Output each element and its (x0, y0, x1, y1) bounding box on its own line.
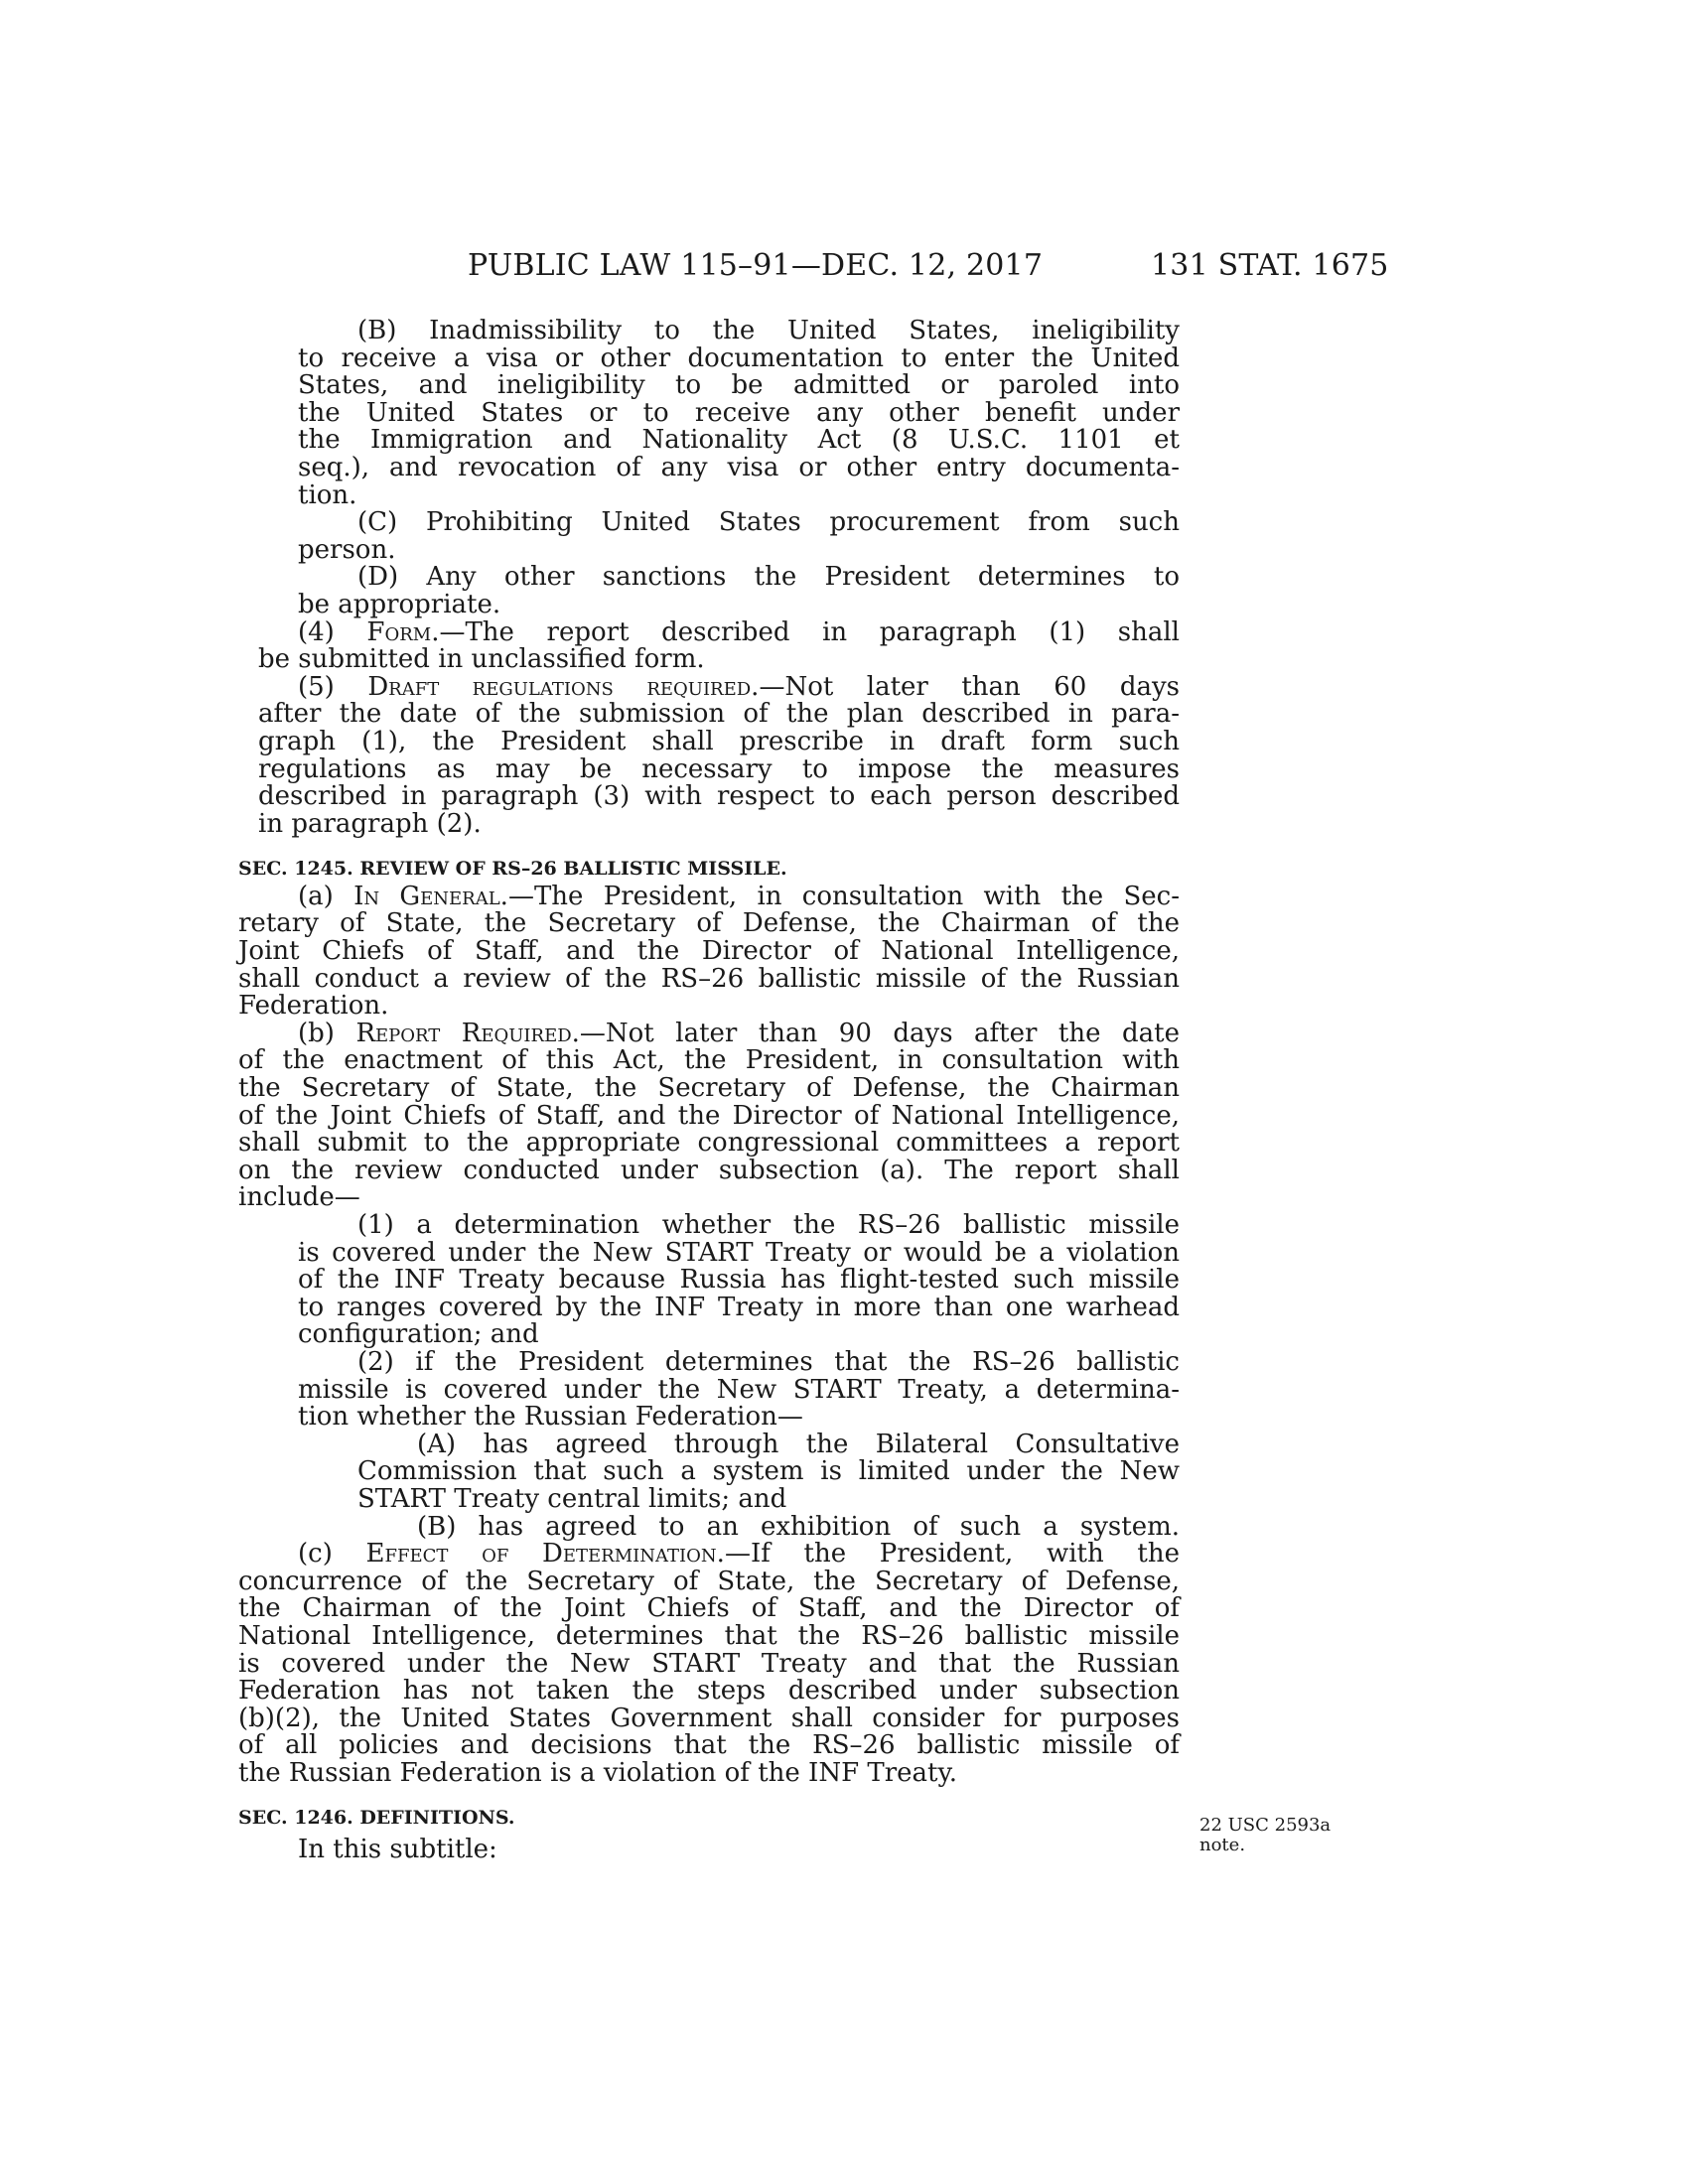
text-line: on the review conducted under subsection (a). The report shall (238, 1155, 1180, 1185)
text-line: (B) Inadmissibility to the United States, ineligibility (357, 316, 1180, 345)
text-line: configuration; and (298, 1319, 539, 1350)
text-line: Federation. (238, 991, 389, 1022)
sec-1246-intro: In this subtitle: (298, 1835, 497, 1865)
text-line: (5) Draft regulations required.—Not later than 60 days (298, 671, 1180, 702)
text-line: to receive a visa or other documentation to enter the United (298, 342, 1180, 373)
section-heading-1245: SEC. 1245. REVIEW OF RS–26 BALLISTIC MISSILE. (238, 858, 787, 881)
text-line: (b)(2), the United States Government shall consider for purposes (238, 1703, 1180, 1733)
para-5-draft-regulations (258, 671, 1180, 839)
text-line: of the INF Treaty because Russia has flight-tested such missile (298, 1265, 1180, 1296)
text-line: described in paragraph (3) with respect to each person described (258, 781, 1180, 812)
text-line: person. (298, 534, 396, 565)
sec-1245-c (238, 1541, 1180, 1787)
text-line: in paragraph (2). (258, 808, 482, 839)
text-line: retary of State, the Secretary of Defense, the Chairman of the (238, 908, 1180, 939)
text-line: Joint Chiefs of Staff, and the Director of National Intelligence, (238, 936, 1180, 967)
text-line: (B) has agreed to an exhibition of such a system. (417, 1511, 1180, 1542)
text-line: tion. (298, 479, 357, 510)
text-line: of the enactment of this Act, the President, in consultation with (238, 1045, 1180, 1076)
para-heading: Draft regulations required. (367, 671, 760, 702)
text-line: the Russian Federation is a violation of the INF Treaty. (238, 1757, 957, 1788)
text-line: is covered under the New START Treaty or would be a violation (298, 1237, 1180, 1268)
page-header-title: PUBLIC LAW 115–91—DEC. 12, 2017 (468, 248, 1044, 283)
margin-note-line: 22 USC 2593a (1199, 1815, 1332, 1836)
text-line: after the date of the submission of the plan described in para- (258, 699, 1180, 730)
text-line: be appropriate. (298, 589, 501, 619)
text-line: missile is covered under the New START Treaty, a determina- (298, 1374, 1180, 1405)
text-line: be submitted in unclassified form. (258, 644, 705, 675)
sec-1245-b (238, 1018, 1180, 1542)
text-line: graph (1), the President shall prescribe in draft form such (258, 726, 1180, 756)
sec-1245-b-item-2 (238, 1346, 1180, 1433)
text-line: (b) Report Required.—Not later than 90 days after the date (298, 1018, 1180, 1048)
text-line: (C) Prohibiting United States procurement from such (357, 507, 1180, 538)
para-d (298, 564, 1180, 618)
text-line: (D) Any other sanctions the President determines to (357, 562, 1180, 593)
text-line: States, and ineligibility to be admitted or paroled into (298, 370, 1180, 401)
text-line: concurrence of the Secretary of State, the Secretary of Defense, (238, 1566, 1180, 1596)
para-heading: Effect of Determination. (365, 1539, 725, 1570)
margin-note-usc (1199, 1816, 1331, 1855)
margin-note-line: note. (1199, 1835, 1246, 1855)
section-heading-1246: SEC. 1246. DEFINITIONS. (238, 1807, 515, 1830)
text-line: the Secretary of State, the Secretary of Defense, the Chairman (238, 1073, 1180, 1104)
sec-1245-b-item-b (238, 1511, 1180, 1542)
sec-1245-b-item-a (238, 1429, 1180, 1514)
sec-1245-a (238, 881, 1180, 1022)
text-line: the United States or to receive any other benefit under (298, 397, 1180, 428)
para-heading: Report Required. (355, 1018, 580, 1048)
text-line: START Treaty central limits; and (357, 1483, 787, 1514)
text-line: National Intelligence, determines that the RS–26 ballistic missile (238, 1620, 1180, 1651)
para-4-form (258, 616, 1180, 675)
sec-1245-b-item-1 (238, 1212, 1180, 1349)
text-line: (4) Form.—The report described in paragraph (1) shall (298, 616, 1180, 647)
text-line: the Immigration and Nationality Act (8 U.S.C. 1101 et (298, 425, 1180, 456)
text-line: seq.), and revocation of any visa or other entry documenta- (298, 452, 1180, 482)
text-line: (2) if the President determines that the RS–26 ballistic (357, 1346, 1180, 1377)
text-line: Commission that such a system is limited under the New (357, 1456, 1180, 1487)
text-line: (1) a determination whether the RS–26 ballistic missile (357, 1210, 1180, 1240)
para-heading: Form. (366, 616, 440, 647)
text-line: Federation has not taken the steps described under subsection (238, 1676, 1180, 1706)
text-line: shall conduct a review of the RS–26 ballistic missile of the Russian (238, 963, 1180, 994)
text-line: include— (238, 1182, 360, 1213)
text-line: (a) In General.—The President, in consultation with the Sec- (298, 881, 1180, 911)
text-line: (c) Effect of Determination.—If the President, with the (298, 1539, 1180, 1570)
text-line: shall submit to the appropriate congressional committees a report (238, 1128, 1180, 1159)
text-line: of all policies and decisions that the RS–26 ballistic missile of (238, 1730, 1180, 1761)
statute-body (238, 316, 1180, 1865)
text-line: of the Joint Chiefs of Staff, and the Director of National Intelligence, (238, 1100, 1180, 1131)
para-c (298, 509, 1180, 564)
text-line: (A) has agreed through the Bilateral Consultative (417, 1429, 1180, 1459)
text-line: regulations as may be necessary to impose the measures (258, 753, 1180, 784)
text-line: tion whether the Russian Federation— (298, 1402, 803, 1433)
page-header-stat-ref: 131 STAT. 1675 (1151, 248, 1389, 283)
para-heading: In General. (353, 881, 508, 911)
text-line: to ranges covered by the INF Treaty in more than one warhead (298, 1292, 1180, 1322)
text-line: is covered under the New START Treaty and that the Russian (238, 1648, 1180, 1679)
para-b (298, 318, 1180, 509)
text-line: the Chairman of the Joint Chiefs of Staff, and the Director of (238, 1593, 1180, 1624)
